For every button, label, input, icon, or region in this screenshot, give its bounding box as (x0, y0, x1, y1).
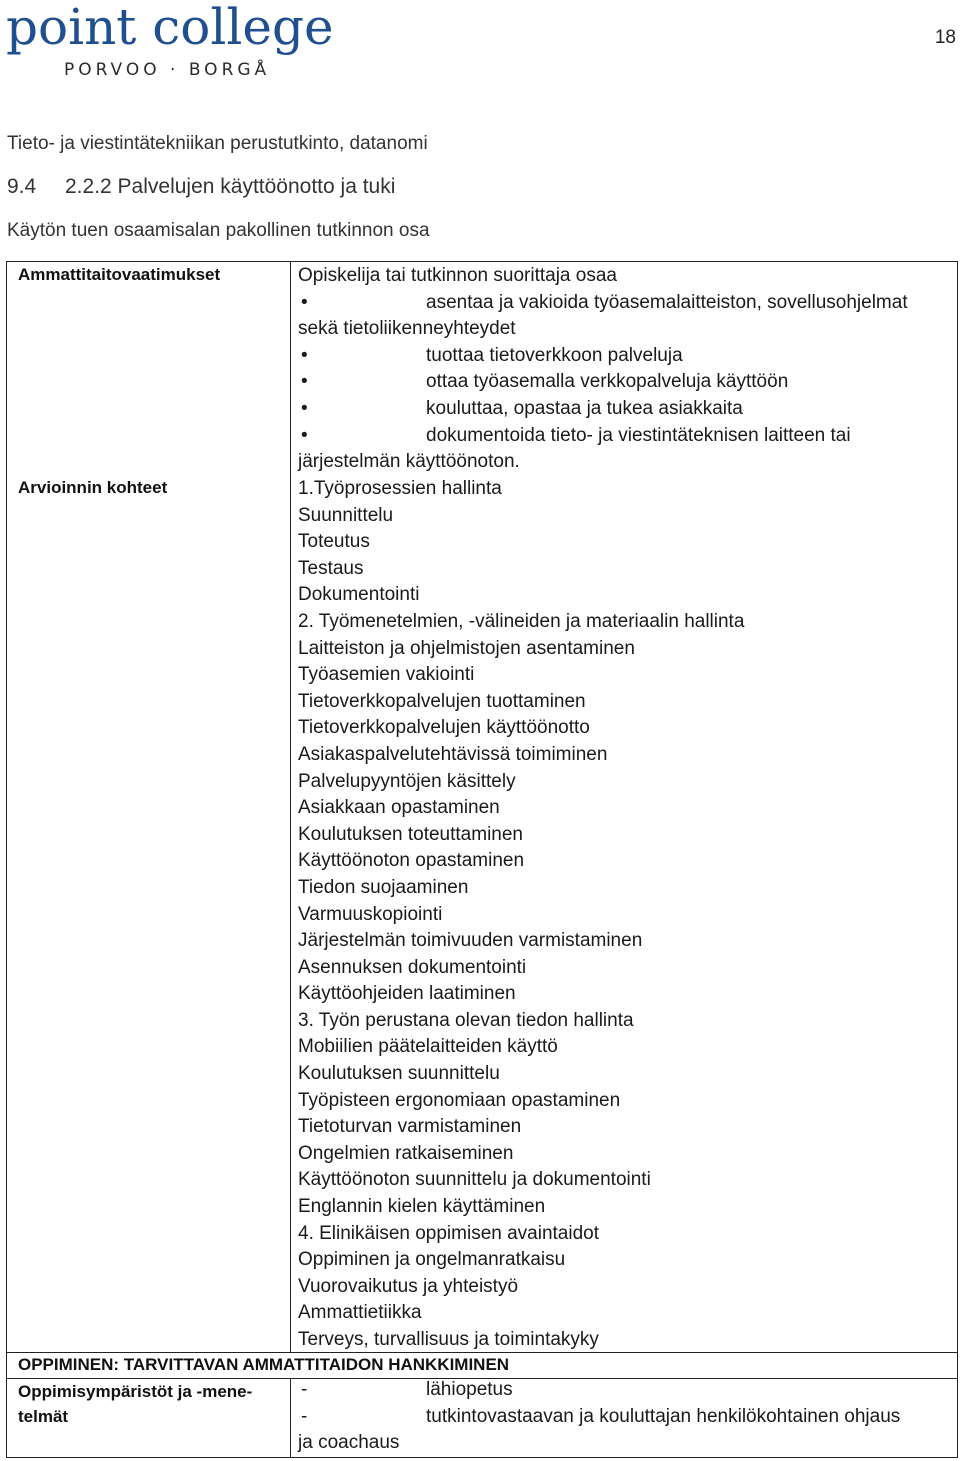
assessment-item: Englannin kielen käyttäminen (298, 1196, 546, 1218)
assessment-item: Toteutus (298, 531, 370, 553)
requirement-continuation: sekä tietoliikenneyhteydet (298, 318, 516, 340)
assessment-label: Arvioinnin kohteet (18, 478, 168, 497)
assessment-item: Mobiilien päätelaitteiden käyttö (298, 1036, 558, 1058)
assessment-item: Käyttöönoton opastaminen (298, 850, 525, 872)
degree-title: Tieto- ja viestintätekniikan perustutkinto, datanomi (7, 133, 428, 154)
dash-marker: - (301, 1379, 308, 1400)
assessment-item: Käyttöohjeiden laatiminen (298, 983, 516, 1005)
assessment-item: Tietoturvan varmistaminen (298, 1116, 522, 1138)
column-divider-lower (290, 1378, 291, 1457)
assessment-item: Asennuksen dokumentointi (298, 956, 527, 978)
requirement-text: tuottaa tietoverkkoon palveluja (426, 344, 683, 366)
assessment-item: Palvelupyyntöjen käsittely (298, 770, 516, 792)
assessment-item: Suunnittelu (298, 504, 394, 526)
page-number: 18 (934, 27, 956, 48)
assessment-item: Ongelmien ratkaiseminen (298, 1142, 514, 1164)
requirement-continuation: järjestelmän käyttöönoton. (298, 451, 520, 473)
requirements-content (298, 263, 908, 476)
section-heading (7, 175, 395, 199)
requirement-item (298, 343, 683, 370)
assessment-item: Vuorovaikutus ja yhteistyö (298, 1275, 519, 1297)
section-number: 9.4 (7, 175, 37, 198)
bullet-icon: • (301, 371, 308, 393)
assessment-item: Testaus (298, 557, 364, 579)
column-divider (290, 262, 291, 1352)
assessment-item: Tiedon suojaaminen (298, 876, 469, 898)
assessment-item: Käyttöönoton suunnittelu ja dokumentointi (298, 1169, 651, 1191)
assessment-item: 1.Työprosessien hallinta (298, 478, 502, 499)
assessment-item: Laitteiston ja ohjelmistojen asentaminen (298, 637, 635, 659)
assessment-item: 3. Työn perustana olevan tiedon hallinta (298, 1009, 634, 1031)
assessment-item: 4. Elinikäisen oppimisen avaintaidot (298, 1222, 600, 1244)
requirements-label: Ammattitaitovaatimukset (18, 265, 221, 284)
learning-label-line: Oppimisympäristöt ja -mene- (18, 1382, 253, 1401)
assessment-item: Ammattietiikka (298, 1302, 422, 1324)
learning-item (298, 1404, 901, 1431)
requirements-intro: Opiskelija tai tutkinnon suorittaja osaa (298, 265, 617, 286)
assessment-item: Tietoverkkopalvelujen käyttöönotto (298, 717, 590, 739)
assessment-item: Oppiminen ja ongelmanratkaisu (298, 1249, 566, 1271)
assessment-item: Tietoverkkopalvelujen tuottaminen (298, 690, 586, 712)
requirement-item (298, 290, 908, 317)
learning-list (298, 1377, 901, 1457)
assessment-item: Asiakkaan opastaminen (298, 797, 500, 819)
assessment-item: Varmuuskopiointi (298, 903, 443, 925)
requirement-text: asentaa ja vakioida työasemalaitteiston, sovellusohjelmat (426, 291, 908, 313)
learning-section-title: OPPIMINEN: TARVITTAVAN AMMATTITAIDON HANKKIMINEN (18, 1355, 510, 1374)
logo-location: PORVOO · BORGÅ (64, 60, 271, 80)
assessment-item: Dokumentointi (298, 584, 420, 606)
requirement-text: ottaa työasemalla verkkopalveluja käyttöön (426, 371, 789, 393)
bullet-icon: • (301, 291, 308, 313)
assessment-item: 2. Työmenetelmien, -välineiden ja materiaalin hallinta (298, 610, 745, 632)
learning-continuation: ja coachaus (298, 1432, 400, 1454)
section-title: 2.2.2 Palvelujen käyttöönotto ja tuki (65, 175, 396, 198)
bullet-icon: • (301, 344, 308, 366)
learning-item (298, 1377, 513, 1404)
module-table (6, 261, 958, 1458)
assessment-item: Työpisteen ergonomiaan opastaminen (298, 1089, 621, 1111)
learning-item-text: tutkintovastaavan ja kouluttajan henkilökohtainen ohjaus (426, 1405, 901, 1427)
assessment-item: Työasemien vakiointi (298, 664, 475, 686)
requirement-item (298, 423, 851, 450)
assessment-item: Järjestelmän toimivuuden varmistaminen (298, 930, 643, 952)
bullet-icon: • (301, 397, 308, 419)
requirement-item (298, 369, 789, 396)
requirement-text: kouluttaa, opastaa ja tukea asiakkaita (426, 397, 743, 419)
learning-item-text: lähiopetus (426, 1379, 513, 1400)
bullet-icon: • (301, 424, 308, 446)
dash-marker: - (301, 1405, 308, 1427)
assessment-item: Koulutuksen suunnittelu (298, 1063, 500, 1085)
assessment-list (298, 476, 744, 1354)
requirements-list (298, 290, 908, 476)
assessment-item: Asiakaspalvelutehtävissä toimiminen (298, 743, 608, 765)
college-logo (6, 2, 336, 84)
logo-wordmark: point college (6, 0, 334, 56)
assessment-item: Koulutuksen toteuttaminen (298, 823, 523, 845)
module-type: Käytön tuen osaamisalan pakollinen tutkinnon osa (7, 220, 430, 241)
requirement-text: dokumentoida tieto- ja viestintäteknisen laitteen tai (426, 424, 851, 446)
assessment-item: Terveys, turvallisuus ja toimintakyky (298, 1329, 599, 1350)
learning-label-line: telmät (18, 1407, 69, 1426)
learning-environments-label (18, 1379, 252, 1429)
requirement-item (298, 396, 743, 423)
